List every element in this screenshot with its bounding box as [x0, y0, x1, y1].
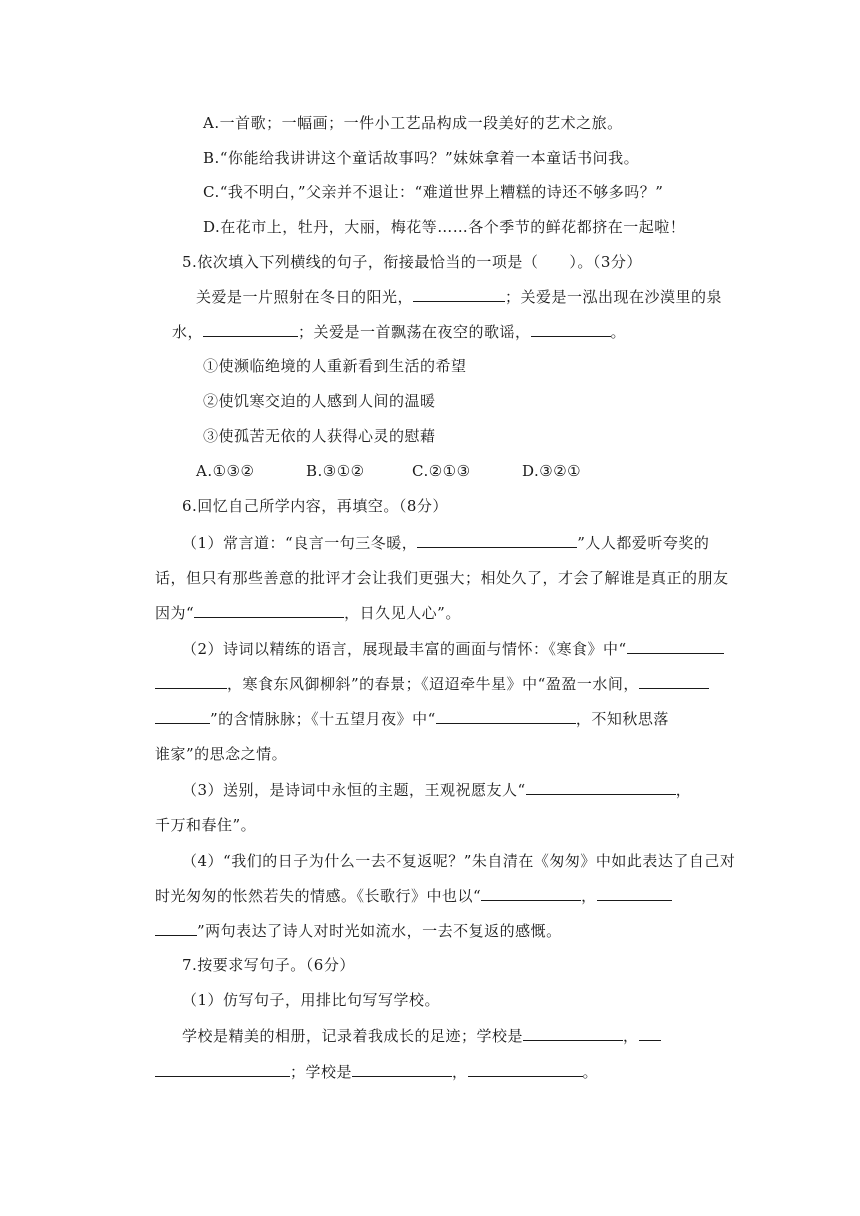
- q6-part2-line1: [182, 639, 724, 659]
- q7-line2: [155, 1062, 598, 1082]
- q6-text: （1）常言道：“良言一句三冬暖，: [182, 534, 418, 552]
- answer-blank[interactable]: [203, 322, 298, 337]
- q6-part3-line2: 千万和春住”。: [155, 816, 257, 834]
- answer-blank[interactable]: [417, 533, 577, 548]
- answer-blank[interactable]: [639, 1026, 661, 1041]
- q6-part4-line3: [155, 921, 562, 941]
- q5-sentence-2: ②使饥寒交迫的人感到人间的温暖: [203, 392, 436, 410]
- q5-stem-text-a: 关爱是一片照射在冬日的阳光，: [196, 288, 414, 306]
- q5-stem-line2: [172, 322, 626, 342]
- q6-part4-line1: （4）“我们的日子为什么一去不复返呢？”朱自清在《匆匆》中如此表达了自己对: [182, 852, 736, 870]
- q7-text: 。: [582, 1063, 599, 1081]
- q6-part3-line1: [182, 780, 691, 800]
- answer-blank[interactable]: [526, 780, 676, 795]
- answer-blank[interactable]: [627, 639, 724, 654]
- q4-option-c: C.“我不明白，”父亲并不退让：“难道世界上糟糕的诗还不够多吗？”: [203, 183, 664, 201]
- q6-text: 因为“: [155, 604, 195, 622]
- q5-stem-text-c: 水，: [172, 323, 204, 341]
- answer-blank[interactable]: [194, 603, 344, 618]
- answer-blank[interactable]: [155, 674, 227, 689]
- q6-text: ，日久见人心”。: [344, 604, 461, 622]
- q5-choices: [196, 461, 581, 481]
- q6-part1-line2: 话，但只有那些善意的批评才会让我们更强大；相处久了，才会了解谁是真正的朋友: [155, 569, 729, 587]
- q6-title: 6.回忆自己所学内容，再填空。（8分）: [182, 497, 448, 515]
- q6-part1-line3: [155, 603, 461, 623]
- answer-blank[interactable]: [413, 287, 505, 302]
- q6-text: ”的含情脉脉；《十五望月夜》中“: [210, 710, 436, 728]
- q4-option-d: D.在花市上，牡丹，大丽，梅花等……各个季节的鲜花都挤在一起啦！: [203, 218, 686, 236]
- q6-text: 时光匆匆的怅然若失的情感。《长歌行》中也以“: [155, 887, 482, 905]
- q4-option-b: B.“你能给我讲讲这个童话故事吗？”妹妹拿着一本童话书问我。: [203, 149, 640, 167]
- q4-option-a: A.一首歌；一幅画；一件小工艺品构成一段美好的艺术之旅。: [203, 114, 623, 132]
- q6-text: ”两句表达了诗人对时光如流水，一去不复返的感慨。: [197, 922, 562, 940]
- answer-blank[interactable]: [155, 1062, 290, 1077]
- q5-choice-a[interactable]: A.①③②: [196, 462, 255, 480]
- answer-blank[interactable]: [639, 674, 709, 689]
- q6-part2-line4: 谁家”的思念之情。: [155, 745, 288, 763]
- q7-sub1: （1）仿写句子，用排比句写写学校。: [182, 991, 441, 1009]
- q6-text: ，: [675, 781, 692, 799]
- q7-title: 7.按要求写句子。（6分）: [182, 956, 355, 974]
- q6-text: （2）诗词以精练的语言，展现最丰富的画面与情怀：《寒食》中“: [182, 640, 627, 658]
- q5-title: 5.依次填入下列横线的句子，衔接最恰当的一项是（ ）。（3分）: [182, 253, 642, 271]
- q6-text: ”人人都爱听夸奖的: [577, 534, 710, 552]
- answer-blank[interactable]: [155, 921, 197, 936]
- q6-text: （3）送别，是诗词中永恒的主题，王观祝愿友人“: [182, 781, 526, 799]
- answer-blank[interactable]: [523, 1026, 623, 1041]
- answer-blank[interactable]: [155, 709, 210, 724]
- q6-part2-line3: [155, 709, 669, 729]
- q6-part1-line1: [182, 533, 709, 553]
- q5-sentence-3: ③使孤苦无依的人获得心灵的慰藉: [203, 427, 436, 445]
- q7-text: ；学校是: [290, 1063, 353, 1081]
- q5-choice-d[interactable]: D.③②①: [522, 462, 582, 480]
- q5-stem-text-e: 。: [610, 323, 627, 341]
- answer-blank[interactable]: [481, 886, 581, 901]
- q6-part4-line2: [155, 886, 672, 906]
- answer-blank[interactable]: [597, 886, 672, 901]
- q5-choice-c[interactable]: C.②①③: [412, 462, 471, 480]
- q5-stem-text-d: ；关爱是一首飘荡在夜空的歌谣，: [298, 323, 531, 341]
- q6-part2-line2: [155, 674, 709, 694]
- q5-choice-b[interactable]: B.③①②: [306, 462, 365, 480]
- q6-text: ，寒食东风御柳斜”的春景；《迢迢牵牛星》中“盈盈一水间，: [227, 675, 639, 693]
- q6-text: ，: [581, 887, 597, 905]
- q7-text: ，: [452, 1063, 468, 1081]
- q6-text: ，不知秋思落: [575, 710, 669, 728]
- answer-blank[interactable]: [352, 1062, 452, 1077]
- q7-line1: [182, 1026, 661, 1046]
- q5-stem-text-b: ；关爱是一泓出现在沙漠里的泉: [505, 288, 723, 306]
- q5-sentence-1: ①使濒临绝境的人重新看到生活的希望: [203, 357, 467, 375]
- q5-stem-line1: [196, 287, 722, 307]
- answer-blank[interactable]: [436, 709, 576, 724]
- answer-blank[interactable]: [531, 322, 611, 337]
- answer-blank[interactable]: [468, 1062, 583, 1077]
- q7-text: ，: [623, 1027, 639, 1045]
- q7-text: 学校是精美的相册，记录着我成长的足迹；学校是: [182, 1027, 524, 1045]
